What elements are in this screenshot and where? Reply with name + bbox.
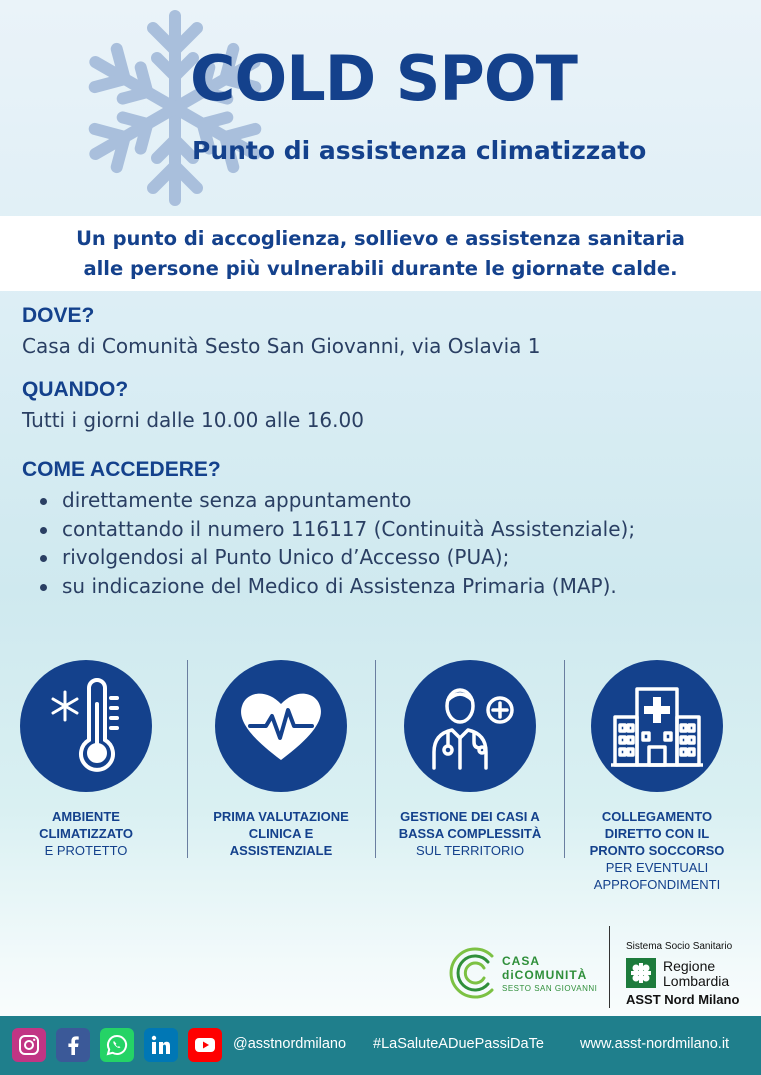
region-lombardia-logo xyxy=(626,958,656,988)
page-subtitle: Punto di assistenza climatizzato xyxy=(192,136,647,165)
features-row xyxy=(0,660,761,900)
footer-handle[interactable]: @asstnordmilano xyxy=(233,1036,347,1052)
feature-climate-title: AMBIENTE CLIMATIZZATO xyxy=(39,809,133,841)
where-text: Casa di Comunità Sesto San Giovanni, via Oslavia 1 xyxy=(22,334,541,358)
access-item: contattando il numero 116117 (Continuità Assistenziale); xyxy=(62,515,635,544)
when-heading: QUANDO? xyxy=(22,378,129,401)
doctor-icon xyxy=(404,660,536,792)
casa-logo-icon xyxy=(448,944,500,1002)
feature-management-title: GESTIONE DEI CASI A BASSA COMPLESSITÀ xyxy=(398,809,542,841)
casa-logo-line-3: SESTO SAN GIOVANNI xyxy=(502,984,598,993)
linkedin-icon[interactable] xyxy=(144,1028,178,1062)
where-heading: DOVE? xyxy=(22,304,95,327)
region-system-label: Sistema Socio Sanitario xyxy=(626,941,733,952)
facebook-icon[interactable] xyxy=(56,1028,90,1062)
footer-hashtag[interactable]: #LaSaluteADuePassiDaTe xyxy=(373,1036,544,1052)
heart-pulse-icon xyxy=(215,660,347,792)
asst-label: ASST Nord Milano xyxy=(626,992,740,1007)
hospital-icon xyxy=(591,660,723,792)
access-item: direttamente senza appuntamento xyxy=(62,486,635,515)
logo-divider xyxy=(609,926,610,1008)
when-text: Tutti i giorni dalle 10.00 alle 16.00 xyxy=(22,408,364,432)
access-list xyxy=(22,486,635,600)
casa-di-comunita-logo xyxy=(448,944,598,1006)
feature-emergency-title: COLLEGAMENTO DIRETTO CON IL PRONTO SOCCORSO xyxy=(589,809,725,858)
region-name: Regione Lombardia xyxy=(663,958,730,989)
tagline-line-1: Un punto di accoglienza, sollievo e assistenza sanitaria xyxy=(76,226,685,250)
feature-emergency-desc: PER EVENTUALI APPROFONDIMENTI xyxy=(593,860,721,892)
instagram-icon[interactable] xyxy=(12,1028,46,1062)
feature-management xyxy=(376,660,564,859)
feature-evaluation xyxy=(187,660,375,859)
whatsapp-icon[interactable] xyxy=(100,1028,134,1062)
feature-climate-desc: E PROTETTO xyxy=(44,843,128,858)
youtube-icon[interactable] xyxy=(188,1028,222,1062)
tagline-band xyxy=(0,216,761,291)
page-title: COLD SPOT xyxy=(190,42,577,115)
footer-bar xyxy=(0,1016,761,1075)
casa-logo-line-2: diCOMUNITÀ xyxy=(502,968,588,982)
access-item: su indicazione del Medico di Assistenza Primaria (MAP). xyxy=(62,572,635,601)
feature-emergency xyxy=(563,660,751,893)
casa-logo-line-1: CASA xyxy=(502,954,541,968)
tagline-line-2: alle persone più vulnerabili durante le giornate calde. xyxy=(83,256,678,280)
thermometer-snowflake-icon xyxy=(20,660,152,792)
access-item: rivolgendosi al Punto Unico d’Accesso (PUA); xyxy=(62,543,635,572)
feature-evaluation-title: PRIMA VALUTAZIONE CLINICA E ASSISTENZIALE xyxy=(213,809,349,858)
feature-climate xyxy=(0,660,180,859)
logos-area xyxy=(0,926,761,1016)
feature-management-desc: SUL TERRITORIO xyxy=(415,843,525,858)
footer-website[interactable]: www.asst-nordmilano.it xyxy=(580,1036,730,1052)
access-heading: COME ACCEDERE? xyxy=(22,458,221,481)
